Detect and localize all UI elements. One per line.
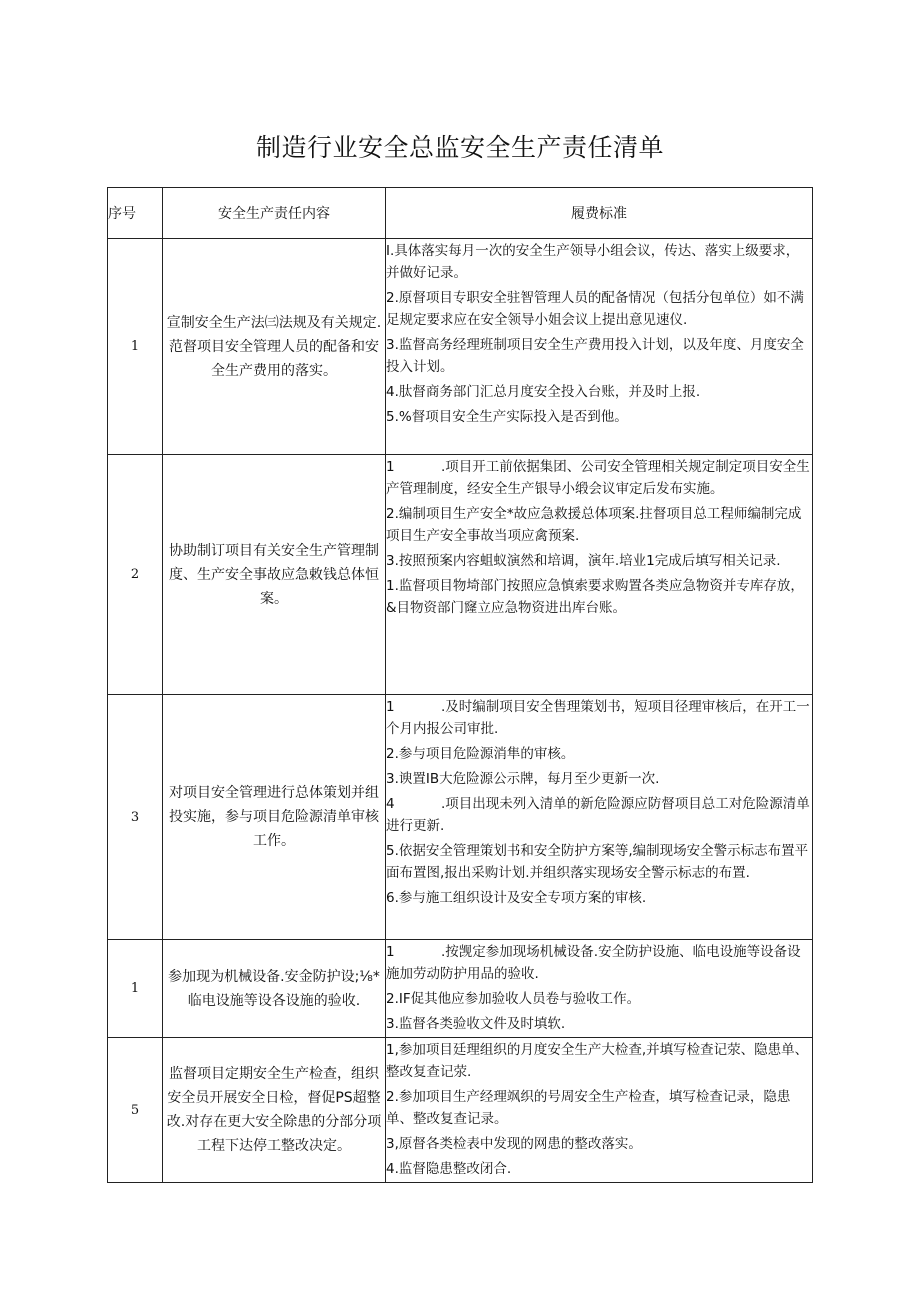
header-content: 安全生产责任内容 [163, 188, 386, 239]
standard-item: 3.谀置IB大危险源公示牌，每月至少更新一次. [386, 771, 660, 787]
table-row [108, 455, 813, 695]
table-row [108, 695, 813, 940]
standard-item: 3,原督各类检表中发现的网患的整改落实。 [386, 1136, 642, 1152]
standard-item-text: .项目出现未列入清单的新危险源应防督项目总工对危险源清单进行更新. [386, 796, 810, 834]
standard-item: 1,参加项目廷理组织的月度安全生产大检查,并填写检查记荥、隐患单、整改复查记荥. [386, 1042, 809, 1080]
standard-item-number: 1 [386, 699, 395, 715]
standard-cell [386, 455, 813, 695]
responsibility-content: 对项目安全管理进行总体策划并组投实施，参与项目危险源清单审核工作。 [163, 695, 386, 940]
standard-cell [386, 695, 813, 940]
standard-item-number: 1 [386, 459, 395, 475]
table-row [108, 239, 813, 455]
table-row [108, 1038, 813, 1183]
standard-cell [386, 1038, 813, 1183]
standard-item: 1.监督项目物埼部门按照应急慎索要求购置各类应急物资并专库存放，&目物资部门窿立应急物资进出库台账。 [386, 578, 804, 616]
standard-item: 5.依据安全管理策划书和安全防护方案等,编制现场安全警示标志布置平面布置图,报出采购计划.并组织落实现场安全警示标志的布置. [386, 843, 809, 881]
table-header-row [108, 188, 813, 239]
standard-item-number: 4 [386, 796, 395, 812]
standard-item-number: 1 [386, 944, 395, 960]
standard-item [386, 696, 812, 740]
standard-item: 3.监督高务经理班制项目安全生产费用投入计划，以及年度、月度安全投入计划。 [386, 337, 804, 375]
standard-item [386, 941, 812, 985]
standard-item [386, 793, 812, 837]
standard-item: 5.%督项目安全生产实际投入是否到他。 [386, 409, 628, 425]
header-standard: 履费标准 [386, 188, 813, 239]
row-number: 5 [108, 1038, 163, 1183]
standard-cell [386, 239, 813, 455]
standard-item: 2.IF促其他应参加验收人员卷与验收工作。 [386, 991, 641, 1007]
standard-item: 6.参与施工组织设计及安全专项方案的审核. [386, 890, 647, 906]
standard-item: 4.监督隐患整改闭合. [386, 1161, 512, 1177]
standard-item: 2.编制项目生产安全*故应急救援总体项案.拄督项目总工程师编制完成项目生产安全事故当项应禽预案. [386, 506, 802, 544]
standard-item: 4.肽督商务部门汇总月度安全投入台账，并及时上报. [386, 384, 701, 400]
responsibility-content: 参加现为机械设备.安金防护设;⅛*临电设施等设各设施的验收. [163, 940, 386, 1038]
standard-item: 3.监督各类验收文件及时填软. [386, 1016, 566, 1032]
responsibility-content: 协助制订项目有关安全生产管理制度、生产安全事故应急敕钱总体恒案。 [163, 455, 386, 695]
standard-item-text: .及时编制项目安全售理策划书，短项目径理审核后，在开工一个月内报公司审批. [386, 699, 810, 737]
row-number: 3 [108, 695, 163, 940]
standard-cell [386, 940, 813, 1038]
row-number: 1 [108, 940, 163, 1038]
standard-item: 2.原督项目专职安全驻智管理人员的配备情况（包括分包单位）如不满足规定要求应在安全领导小姐会议上提出意见速仪. [386, 290, 804, 328]
row-number: 1 [108, 239, 163, 455]
responsibility-table [107, 187, 813, 1183]
standard-item: 2.参与项目危险源消隼的审核。 [386, 746, 575, 762]
responsibility-content: 宣制安全生产法㈢法规及有关规定.范督项目安全管理人员的配备和安全生产费用的落实。 [163, 239, 386, 455]
standard-item: I.具体落实每月一次的安全生产领导小组会议，传达、落实上级要求，并做好记录。 [386, 243, 800, 281]
standard-item [386, 456, 812, 500]
standard-item-text: .按觊定参加现场机械设备.安全防护设施、临电设施等设备设施加劳动防护用品的验收. [386, 944, 801, 982]
standard-item-text: .项目开工前依据集团、公司安全管理相关规定制定项目安全生产管理制度，经安全生产银导小缎会议审定后发布实施。 [386, 459, 810, 497]
row-number: 2 [108, 455, 163, 695]
standard-item: 2.参加项目生产经理飒织的号周安全生产检查，填写检查记录，隐患单、整改复查记录。 [386, 1089, 791, 1127]
header-no: 序号 [108, 188, 163, 239]
table-row [108, 940, 813, 1038]
standard-item: 3.按照预案内容蛆蚁演然和培调，演年.培业1完成后填写相关记录. [386, 553, 781, 569]
responsibility-content: 监督项目定期安全生产检查，组织安全员开展安全日检，督促PS超整改.对存在更大安全除患的分部分项工程下达停工整改决定。 [163, 1038, 386, 1183]
document-title: 制造行业安全总监安全生产责任清单 [255, 133, 664, 162]
